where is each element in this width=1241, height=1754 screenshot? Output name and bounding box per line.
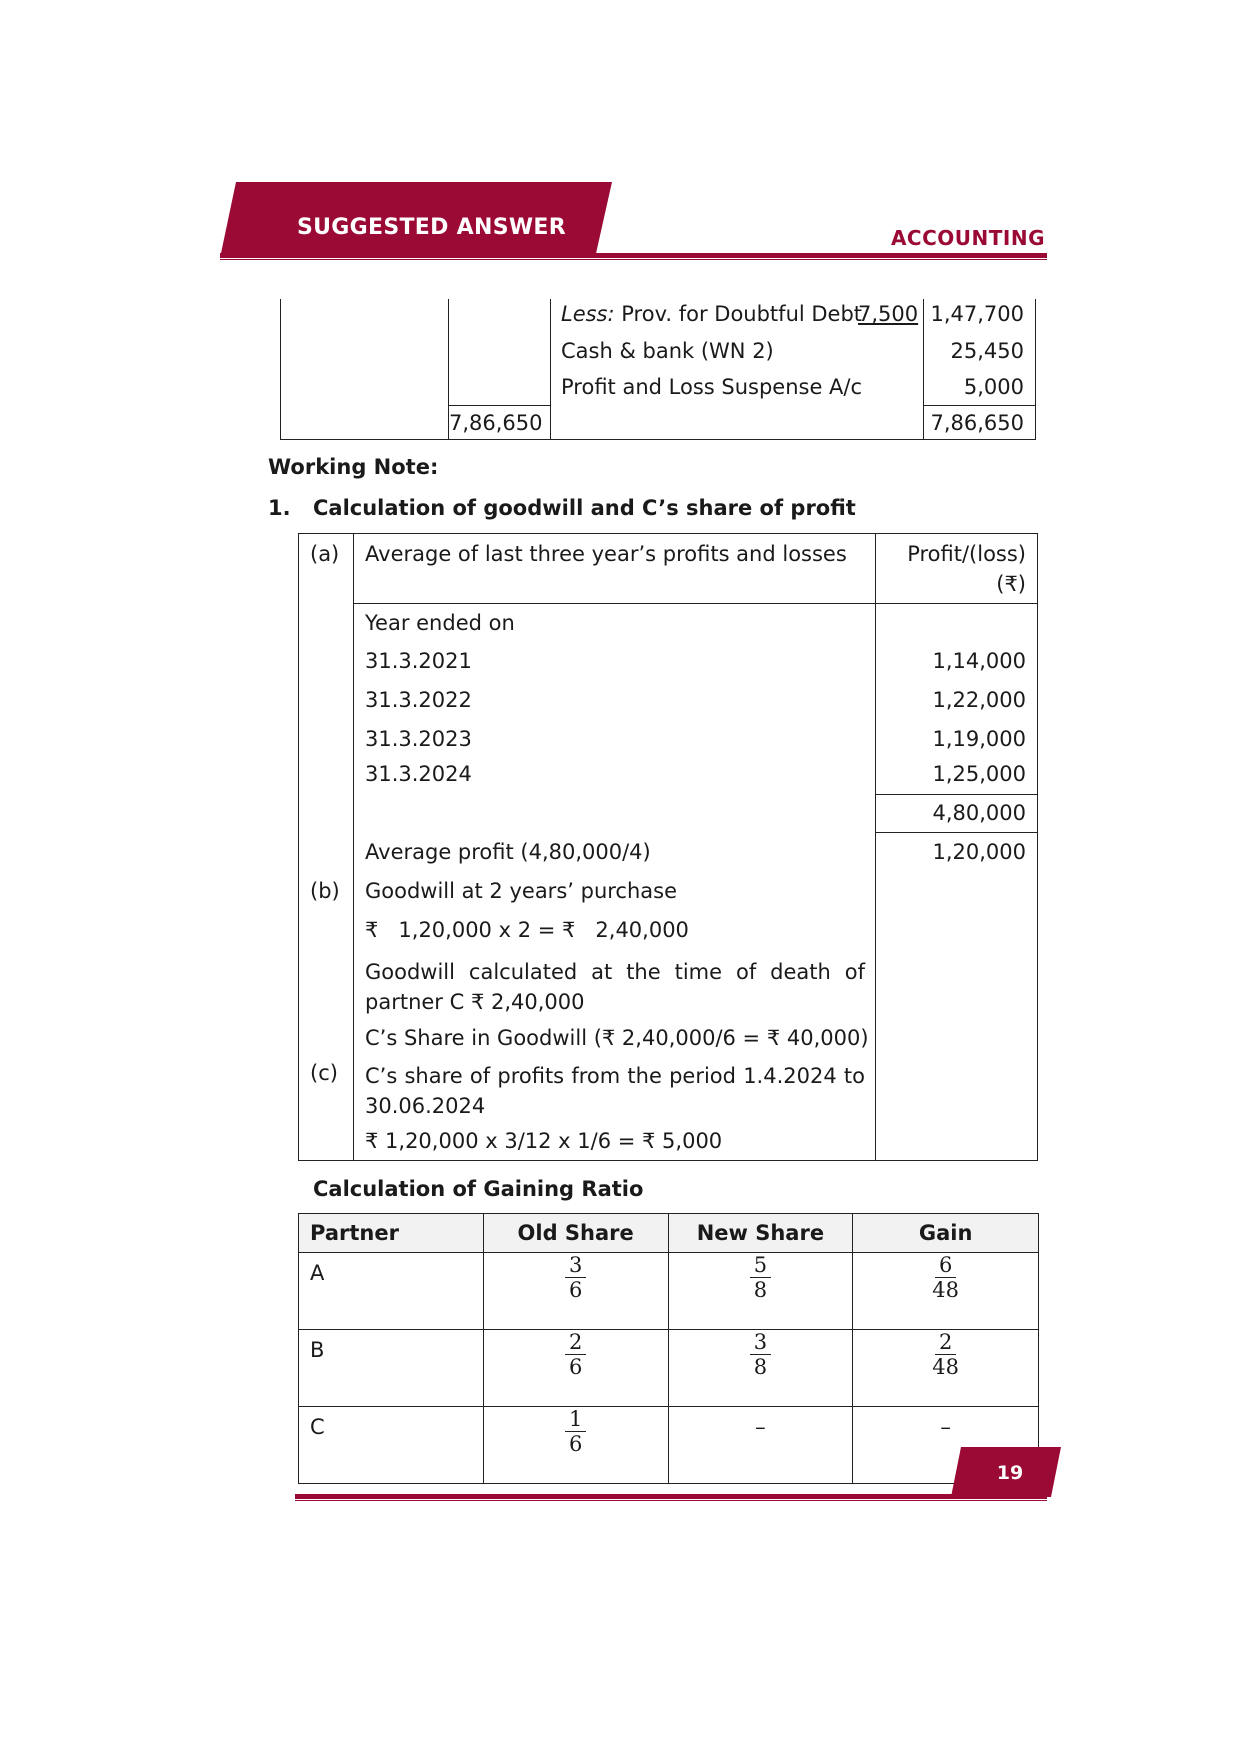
bs-liabilities-total: 7,86,650 <box>449 411 543 435</box>
new-share-cell <box>668 1330 853 1407</box>
header-gain: Gain <box>853 1214 1039 1253</box>
old-share-cell <box>483 1330 668 1407</box>
fraction: $\frac{2}{6}$ <box>565 1330 586 1379</box>
wn-total-value: 4,80,000 <box>932 801 1026 825</box>
bs-row-suspense-label: Profit and Loss Suspense A/c <box>561 375 863 399</box>
table-row <box>299 1407 1039 1484</box>
wn-col-unit: (₹) <box>996 572 1026 596</box>
wn-b-share: C’s Share in Goodwill (₹ 2,40,000/6 = ₹ 40,000) <box>365 1026 869 1050</box>
wn-b-calc: ₹ 1,20,000 x 2 = ₹ 2,40,000 <box>365 918 689 942</box>
bs-total-line-left <box>448 405 551 406</box>
wn-year-ended-label: Year ended on <box>365 611 515 635</box>
working-note-item-title: Calculation of goodwill and C’s share of profit <box>313 496 856 520</box>
gaining-ratio-table <box>298 1213 1039 1484</box>
wn-c-text: C’s share of profits from the period 1.4.2024 to 30.06.2024 <box>365 1064 865 1118</box>
bs-vline-5 <box>1035 299 1036 440</box>
fraction: $\frac{3}{8}$ <box>750 1330 771 1379</box>
wn-year-2-date: 31.3.2022 <box>365 688 472 712</box>
bs-assets-total: 7,86,650 <box>930 411 1024 435</box>
wn-b-text: Goodwill at 2 years’ purchase <box>365 879 678 903</box>
wn-year-3-value: 1,19,000 <box>932 727 1026 751</box>
fraction: $\frac{5}{8}$ <box>750 1253 771 1302</box>
bs-vline-3 <box>550 299 551 440</box>
wn-c-calc: ₹ 1,20,000 x 3/12 x 1/6 = ₹ 5,000 <box>365 1129 723 1153</box>
gain-cell <box>853 1253 1039 1330</box>
bs-row-prov-inner: 7,500 <box>858 302 919 326</box>
header-rule-thin <box>220 259 1047 260</box>
footer-rule-thin <box>295 1500 1047 1501</box>
wn-year-1-value: 1,14,000 <box>932 649 1026 673</box>
wn-b-note: Goodwill calculated at the time of death of partner C ₹ 2,40,000 <box>365 960 865 1014</box>
bs-total-line-right <box>923 405 1036 406</box>
footer-rule <box>295 1494 1047 1499</box>
wn-average-value: 1,20,000 <box>932 840 1026 864</box>
fraction: $\frac{1}{6}$ <box>565 1407 586 1456</box>
header-new-share: New Share <box>668 1214 853 1253</box>
header-rule <box>220 253 1047 258</box>
fraction: $\frac{3}{6}$ <box>565 1253 586 1302</box>
page-number: 19 <box>996 1462 1024 1484</box>
table-row <box>299 1330 1039 1407</box>
wn-subtotal-line-bottom <box>875 832 1037 833</box>
wn-a-text: Average of last three year’s profits and losses <box>365 542 847 566</box>
wn-label-a: (a) <box>310 542 340 566</box>
fraction: $\frac{6}{48}$ <box>932 1253 959 1302</box>
new-share-cell <box>668 1253 853 1330</box>
header-partner: Partner <box>299 1214 484 1253</box>
partner-cell: C <box>299 1407 484 1484</box>
old-share-cell <box>483 1407 668 1484</box>
wn-label-c: (c) <box>310 1061 338 1085</box>
header-old-share: Old Share <box>483 1214 668 1253</box>
bs-row-cash-amount: 25,450 <box>950 339 1024 363</box>
bs-row-cash-label: Cash & bank (WN 2) <box>561 339 774 363</box>
header-title: SUGGESTED ANSWER <box>297 215 566 240</box>
bs-bottom-line <box>280 439 1036 440</box>
gaining-ratio-title: Calculation of Gaining Ratio <box>313 1177 644 1201</box>
old-share-cell <box>483 1253 668 1330</box>
bs-row-prov-label: Less: Prov. for Doubtful Debt <box>561 302 863 326</box>
wn-year-4-date: 31.3.2024 <box>365 762 472 786</box>
new-share-cell: – <box>668 1407 853 1484</box>
bs-vline-1 <box>280 299 281 440</box>
gain-cell: – <box>853 1407 1039 1484</box>
bs-row-suspense-amount: 5,000 <box>963 375 1024 399</box>
wn-year-1-date: 31.3.2021 <box>365 649 472 673</box>
partner-cell: A <box>299 1253 484 1330</box>
goodwill-calculation-table <box>298 533 1038 1161</box>
gain-cell <box>853 1330 1039 1407</box>
table-header-row <box>299 1214 1039 1253</box>
wn-col-sep-1 <box>353 534 354 1160</box>
header-subject: ACCOUNTING <box>890 226 1045 250</box>
bs-row-prov-amount: 1,47,700 <box>930 302 1024 326</box>
wn-header-line <box>353 603 1037 604</box>
wn-year-4-value: 1,25,000 <box>932 762 1026 786</box>
wn-year-3-date: 31.3.2023 <box>365 727 472 751</box>
wn-year-2-value: 1,22,000 <box>932 688 1026 712</box>
wn-subtotal-line-top <box>875 794 1037 795</box>
wn-label-b: (b) <box>310 879 340 903</box>
fraction: $\frac{2}{48}$ <box>932 1330 959 1379</box>
wn-col-header: Profit/(loss) <box>907 542 1026 566</box>
wn-average-label: Average profit (4,80,000/4) <box>365 840 651 864</box>
working-note-item-number: 1. <box>268 496 291 520</box>
partner-cell: B <box>299 1330 484 1407</box>
working-note-heading: Working Note: <box>268 455 439 479</box>
table-row <box>299 1253 1039 1330</box>
